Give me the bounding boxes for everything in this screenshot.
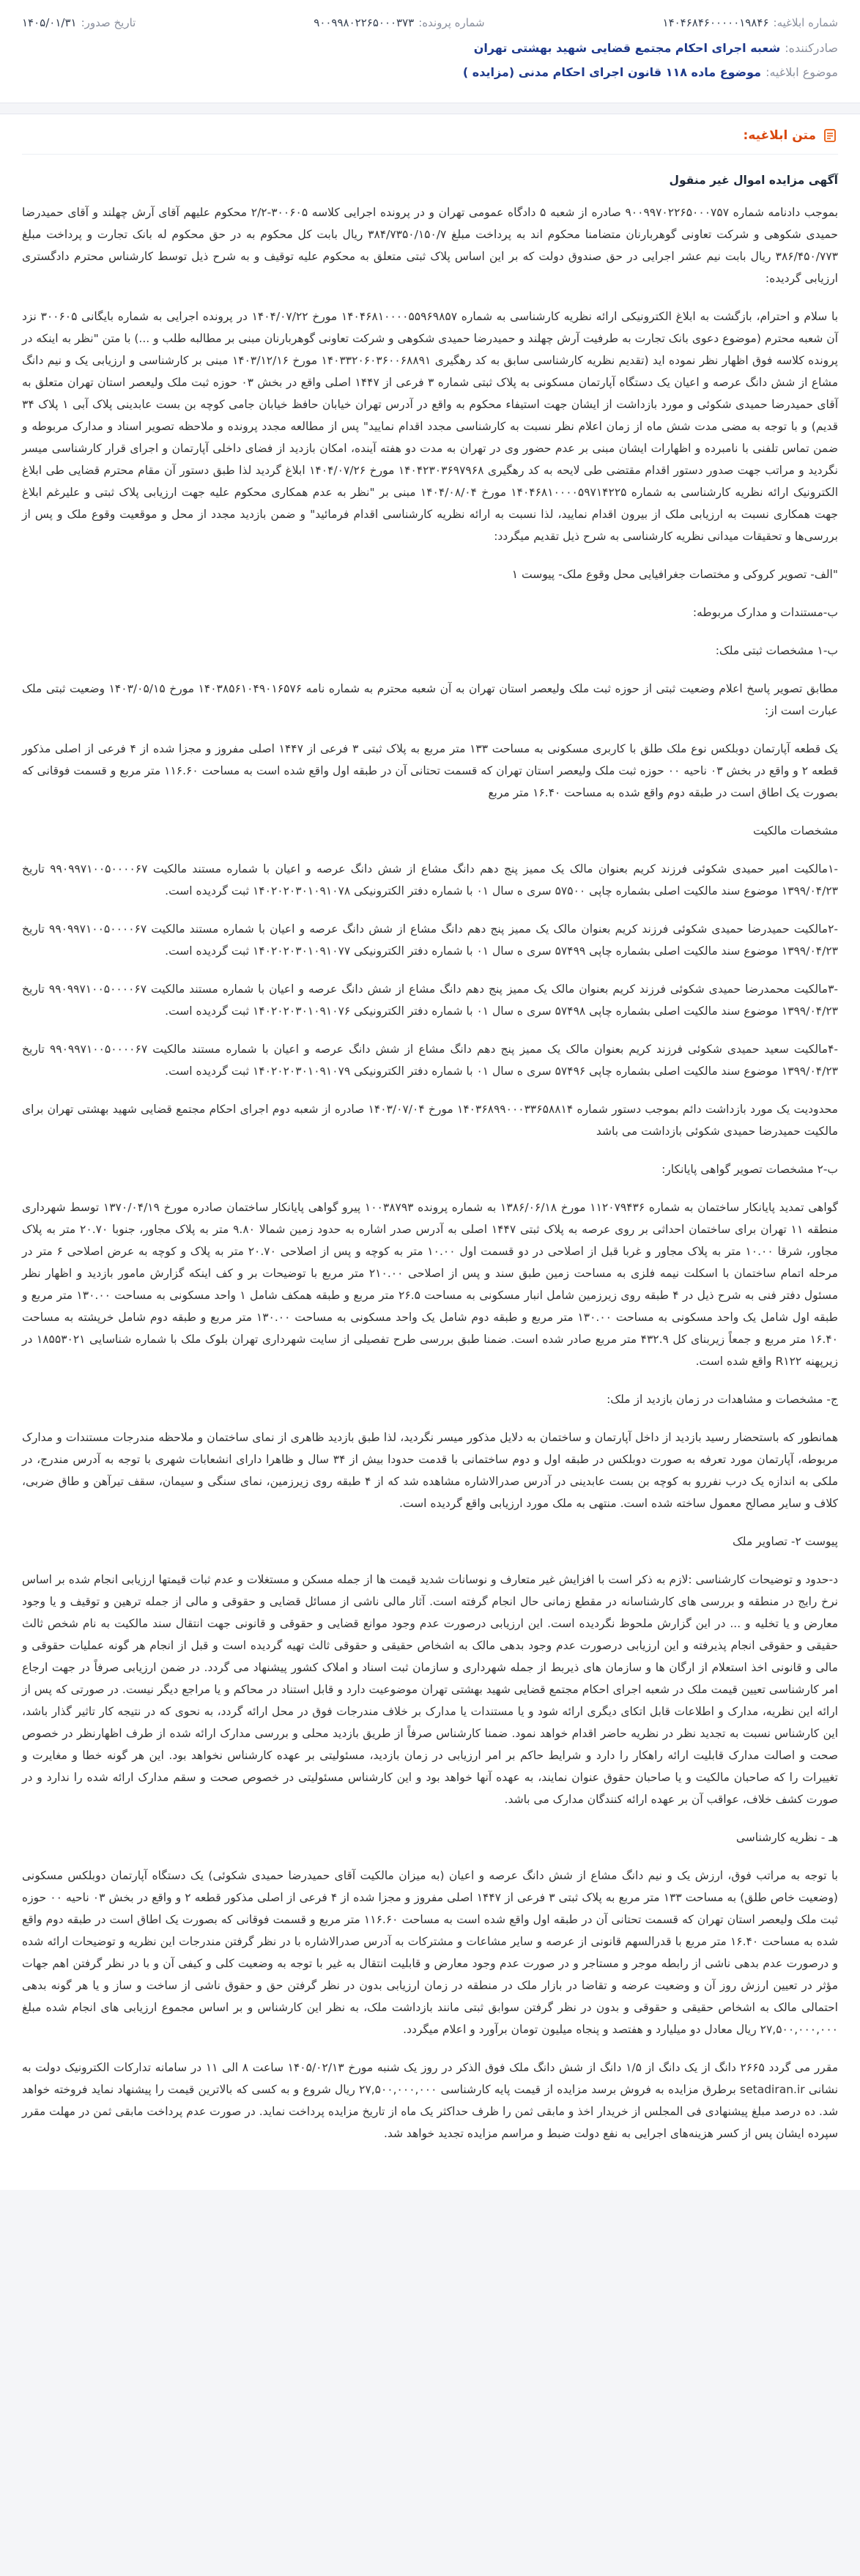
- notice-paragraph: گواهی تمدید پایانکار ساختمان به شماره ۱۱۲۰۷۹۴۳۶ مورخ ۱۳۸۶/۰۶/۱۸ به شماره پرونده ۱۰۰۳۸۷۹۳ پیرو گواهی پایانکار ساختمان صادره مورخ ۱۳۷۰/۰۴/۱۹ توسط شهرداری منطقه ۱۱ تهران برای ساختمان احداثی بر روی عرصه به پلاک ثبتی ۱۴۴۷ اصلی به آدرس صدر اشاره به حدود زمین شمالا ۹.۸۰ متر به پلاک مجاور، جنوبا ۲۰.۷۰ متر به پلاک مجاور، شرقا ۱۰.۰۰ متر به پلاک مجاور و غربا قبل از اصلاحی در دو قسمت اول ۱۰.۰۰ متر به کوچه و پس از اصلاحی ۲۰.۷۰ متر به پلاک و کوچه به عرض اصلاحی ۶ متر در مرحله اتمام ساختمان با اسکلت نیمه فلزی به مساحت زمین طبق سند و پس از اصلاحی ۲۱۰.۰۰ متر مربع با توضیحات بر و کف اینکه گزارش مامور بازدید و اظهار نظر مسئول دفتر فنی به شرح ذیل در ۴ طبقه روی زیرزمین شامل انبار مسکونی به مساحت ۲۶.۵ متر مربع و طبقه همکف شامل ۱ واحد مسکونی به مساحت ۱۳۰.۰۰ متر مربع و طبقه اول شامل یک واحد مسکونی به مساحت ۱۳۰.۰۰ متر مربع و طبقه دوم شامل یک واحد مسکونی به مساحت ۱۳۰.۰۰ متر مربع و طبقه دوم شامل خرپشته به مساحت ۱۶.۴۰ متر مربع و جمعاً زیربنای کل ۴۳۲.۹ متر مربع صادر شده است. ضمنا طبق بررسی طرح تفصیلی از سایت شهرداری تهران بلوک ملک با شماره شناسایی ۱۸۵۵۳۰۲۱ در زیرپهنه R۱۲۲ واقع شده است.: [22, 1201, 839, 1368]
- subject-label: موضوع ابلاغیه:: [766, 65, 838, 79]
- notice-paragraph: مطابق تصویر پاسخ اعلام وضعیت ثبتی از حوزه ثبت ملک ولیعصر استان تهران به آن شعبه محترم به شماره نامه ۱۴۰۳۸۵۶۱۰۴۹۰۱۶۵۷۶ مورخ ۱۴۰۳/۰۵/۱۵ وضعیت ثبتی ملک عبارت است از:: [22, 682, 838, 717]
- issue-date-label: تاریخ صدور:: [81, 16, 136, 29]
- issuer-value: شعبه اجرای احکام مجتمع قضایی شهید بهشتی تهران: [473, 41, 781, 55]
- notice-paragraph: ب-مستندات و مدارک مربوطه:: [692, 606, 838, 619]
- notice-paragraph: یک قطعه آپارتمان دوبلکس نوع ملک طلق با کاربری مسکونی به مساحت ۱۳۳ متر مربع به پلاک ثبتی ۳ فرعی از ۱۴۴۷ اصلی مفروز و مجزا شده از ۴ فرعی از اصلی مذکور قطعه ۲ و واقع در بخش ۰۳ ناحیه ۰۰ حوزه ثبت ملک ولیعصر استان تهران که قسمت تحتانی آن در طبقه اول واقع شده است به مساحت ۱۱۶.۶۰ متر مربع و قسمت فوقانی که بصورت یک اطاق است در طبقه دوم واقع شده به مساحت ۱۶.۴۰ متر مربع: [22, 742, 839, 799]
- case-number-value: ۹۰۰۹۹۸۰۲۲۶۵۰۰۰۳۷۳: [314, 16, 415, 29]
- notice-body-title-text: متن ابلاغیه:: [743, 128, 816, 143]
- document-icon: [822, 127, 838, 144]
- notice-paragraph: همانطور که باستحضار رسید بازدید از داخل آپارتمان و ساختمان به دلایل مذکور میسر نگردید، لذا طبق بازدید ظاهری از نمای ساختمان و ملاحظه مندرجات مستندات و مدارک مربوطه، آپارتمان مورد تعرفه به صورت دوبلکس در طبقه اول و دوم ساختمانی با قدمت حدودا بیش از ۳۴ سال و ظاهرا دارای انشعابات شهری با توجه به آدرس مندرج، در ملکی به اندازه یک درب نفررو به کوچه بن بست عابدینی در آدرس صدرالاشاره مشاهده شد که از ۴ طبقه روی زیرزمین، نمای سنگی و سیمان، سقف تیرآهن و طاق ضربی، کلاف و سایر مصالح معمول ساخته شده است. منتهی به ملک مورد ارزیابی واقع گردیده است.: [22, 1431, 839, 1510]
- notice-paragraph: محدودیت یک مورد بازداشت دائم بموجب دستور شماره ۱۴۰۳۶۸۹۹۰۰۰۳۳۶۵۸۸۱۴ مورخ ۱۴۰۳/۰۷/۰۴ صادره از شعبه دوم اجرای احکام مجتمع قضایی شهید بهشتی تهران برای مالکیت حمیدرضا حمیدی شکوئی بازداشت می باشد: [22, 1103, 838, 1138]
- notice-paragraph: بموجب دادنامه شماره ۹۰۰۹۹۷۰۲۲۶۵۰۰۰۷۵۷ صادره از شعبه ۵ دادگاه عمومی تهران و در پرونده اجرایی کلاسه ۳۰۰۶۰۵-۲/۲ محکوم علیهم آقای آرش چهلند و آقای حمیدرضا حمیدی شکوهی و شرکت تعاونی گوهربارنان متضامنا محکوم اند به پرداخت مبلغ ۳۸۴/۷۳۵۰/۱۵۰/۷ ریال بابت کل محکوم به در حق محکوم له بانک تجارت و پرداخت مبلغ ۳۸۶/۴۵۰/۷۷۳ ریال بابت نیم عشر اجرایی در حق صندوق دولت که بر این اساس پلاک ثبتی متعلق به محکوم علیه توقیف و به شرح ذیل توسط کارشناس محترم دادگستری ارزیابی گردیده:: [22, 206, 839, 285]
- notice-paragraph: -۴مالکیت سعید حمیدی شکوئی فرزند کریم بعنوان مالک یک ممیز پنج دهم دانگ مشاع از شش دانگ عرصه و اعیان با شماره مستند مالکیت ۹۹۰۹۹۷۱۰۰۵۰۰۰۰۶۷ تاریخ ۱۳۹۹/۰۴/۲۳ موضوع سند مالکیت اصلی بشماره چاپی ۵۷۴۹۶ سری ه سال ۰۱ با شماره دفتر الکترونیکی ۱۴۰۲۰۲۰۳۰۱۰۹۱۰۷۹ ثبت گردیده است.: [22, 1043, 838, 1078]
- case-number: [314, 16, 484, 29]
- notice-paragraph: -۳مالکیت محمدرضا حمیدی شکوئی فرزند کریم بعنوان مالک یک ممیز پنج دهم دانگ مشاع از شش دانگ عرصه و اعیان با شماره مستند مالکیت ۹۹۰۹۹۷۱۰۰۵۰۰۰۰۶۷ تاریخ ۱۳۹۹/۰۴/۲۳ موضوع سند مالکیت اصلی بشماره چاپی ۵۷۴۹۸ سری ه سال ۰۱ با شماره دفتر الکترونیکی ۱۴۰۲۰۲۰۳۰۱۰۹۱۰۷۶ ثبت گردیده است.: [22, 982, 838, 1018]
- notice-paragraph: "الف- تصویر کروکی و مختصات جغرافیایی محل وقوع ملک- پیوست ۱: [511, 568, 838, 581]
- notice-paragraph: پیوست ۲- تصاویر ملک: [732, 1535, 838, 1548]
- notice-paragraph: هـ - نظریه کارشناسی: [735, 1831, 838, 1844]
- notice-paragraph: مقرر می گردد ۲۶۶۵ دانگ از یک دانگ از ۱/۵ دانگ از شش دانگ ملک فوق الذکر در روز یک شنبه مورخ ۱۴۰۵/۰۲/۱۳ ساعت ۸ الی ۱۱ در سامانه تدارکات الکترونیک دولت به نشانی setadiran.ir برطرق مزایده به فروش برسد مزایده از قیمت پایه کارشناسی ۲۷,۵۰۰,۰۰۰,۰۰۰ ریال شروع و به کسی که بالاترین قیمت را پیشنهاد نماید فروخته خواهد شد. ده درصد مبلغ پیشنهادی فی المجلس از خریدار اخذ و مابقی ثمن را ظرف حداکثر یک ماه از تاریخ مزایده پرداخت نماید. در صورت عدم پرداخت مابقی ثمن در مهلت مقرر سپرده ایشان پس از کسر هزینه‌های اجرایی به نفع دولت ضبط و مراسم مزایده تجدید خواهد شد.: [22, 2061, 839, 2140]
- case-number-label: شماره پرونده:: [418, 16, 485, 29]
- notice-number-value: ۱۴۰۴۶۸۴۶۰۰۰۰۰۱۹۸۴۶: [662, 16, 769, 29]
- notice-paragraph: ب-۱ مشخصات ثبتی ملک:: [715, 644, 838, 657]
- notice-body-card: [0, 114, 860, 2190]
- notice-body-title: [22, 127, 838, 155]
- notice-paragraph: -۱مالکیت امیر حمیدی شکوئی فرزند کریم بعنوان مالک یک ممیز پنج دهم دانگ مشاع از شش دانگ عرصه و اعیان با شماره مستند مالکیت ۹۹۰۹۹۷۱۰۰۵۰۰۰۰۶۷ تاریخ ۱۳۹۹/۰۴/۲۳ موضوع سند مالکیت اصلی بشماره چاپی ۵۷۵۰۰ سری ه سال ۰۱ با شماره دفتر الکترونیکی ۱۴۰۲۰۲۰۳۰۱۰۹۱۰۷۸ ثبت گردیده است.: [22, 862, 838, 897]
- issuer-line: [22, 41, 838, 55]
- notice-paragraph: مشخصات مالکیت: [752, 824, 838, 837]
- notice-paragraph: ج- مشخصات و مشاهدات در زمان بازدید از ملک:: [607, 1393, 838, 1406]
- issuer-label: صادرکننده:: [785, 41, 838, 55]
- notice-paragraph: ب-۲ مشخصات تصویر گواهی پایانکار:: [661, 1163, 838, 1176]
- subject-line: [22, 65, 838, 79]
- issue-date-value: ۱۴۰۵/۰۱/۳۱: [22, 16, 77, 29]
- subject-value: موضوع ماده ۱۱۸ قانون اجرای احکام مدنی (مزایده ): [462, 65, 762, 79]
- notice-paragraph: با سلام و احترام، بازگشت به ابلاغ الکترونیکی ارائه نظریه کارشناسی به شماره ۱۴۰۴۶۸۱۰۰۰۰۵۵۹۶۹۸۵۷ مورخ ۱۴۰۴/۰۷/۲۲ در پرونده اجرایی به شماره بایگانی ۳۰۰۶۰۵ نزد آن شعبه محترم (موضوع دعوی بانک تجارت به طرفیت آرش چهلند و حمیدرضا حمیدی شکوهی و شرکت تعاونی گوهربارنان مبنی بر مطالبه طلب و ...) با متن "نظر به اینکه در پرونده کلاسه فوق اظهار نظر نموده اید (تقدیم نظریه کارشناسی سابق به کد رهگیری ۱۴۰۳۳۲۰۶۰۳۶۰۰۶۸۸۹۱ مورخ ۱۴۰۳/۱۲/۱۶ مبنی بر کارشناسی و ارزیابی یک و نیم دانگ مشاع از شش دانگ عرصه و اعیان یک دستگاه آپارتمان مسکونی به پلاک ثبتی شماره ۳ فرعی از ۱۴۴۷ اصلی واقع در بخش ۰۳ حوزه ثبت ملک ولیعصر استان تهران متعلق به آقای حمیدرضا حمیدی شکوئی و مورد بازداشت از ایشان جهت استیفاء محکوم به واقع در آدرس تهران خیابان حافظ خیابان جامی کوچه بن بست عابدینی پلاک آبی ۱ پلاک ۳۴ قدیم) و با توجه به مضی مدت شش ماه از زمان اعلام نظر نسبت به کارشناسی مجدد اقدام نمایید" پس از مطالعه مجدد پرونده و ملاحظه تصویر اسناد و مدارک مربوطه و ضمن تماس تلفنی با نامبرده و اظهارات ایشان مبنی بر عدم حضور وی در تهران به مدت دو هفته آینده، امکان بازدید از فضای داخلی آپارتمان و اجرای قرار کارشناسی میسر نگردید و مراتب جهت صدور دستور اقدام مقتضی طی لایحه به کد رهگیری ۱۴۰۴۲۳۰۳۶۹۷۹۶۸ مورخ ۱۴۰۴/۰۷/۲۶ ابلاغ گردید لذا طبق دستور آن مقام محترم قضایی طی ابلاغ الکترونیک ارائه نظریه کارشناسی به شماره ۱۴۰۴۶۸۱۰۰۰۰۵۹۷۱۴۲۲۵ مورخ ۱۴۰۴/۰۸/۰۴ مبنی بر "نظر به عدم همکاری محکوم علیه جهت ارزیابی پلاک ثبتی و علیرغم ابلاغ جهت همکاری نسبت به ارزیابی ملک از بیرون اقدام نمایید، لذا نسبت به ارائه نظریه کارشناسی اقدام فرمائید" و ضمن بازدید مجدد از محل و موقعیت وقوع ملک و پس از بررسی‌ها و تحقیقات میدانی نظریه کارشناسی به شرح ذیل تقدیم میگردد:: [22, 310, 839, 543]
- meta-row: [22, 16, 838, 29]
- issue-date: [22, 16, 136, 29]
- notice-number: [663, 16, 838, 29]
- notice-body-text: [22, 169, 838, 2144]
- notice-paragraph: -۲مالکیت حمیدرضا حمیدی شکوئی فرزند کریم بعنوان مالک یک ممیز پنج دهم دانگ مشاع از شش دانگ عرصه و اعیان با شماره مستند مالکیت ۹۹۰۹۹۷۱۰۰۵۰۰۰۰۶۷ تاریخ ۱۳۹۹/۰۴/۲۳ موضوع سند مالکیت اصلی بشماره چاپی ۵۷۴۹۹ سری ه سال ۰۱ با شماره دفتر الکترونیکی ۱۴۰۲۰۲۰۳۰۱۰۹۱۰۷۷ ثبت گردیده است.: [22, 922, 838, 958]
- notice-paragraph: با توجه به مراتب فوق، ارزش یک و نیم دانگ مشاع از شش دانگ عرصه و اعیان (به میزان مالکیت آقای حمیدرضا حمیدی شکوئی) یک دستگاه آپارتمان دوبلکس مسکونی (وضعیت خاص طلق) به مساحت ۱۳۳ متر مربع به پلاک ثبتی ۳ فرعی از ۱۴۴۷ اصلی مفروز و مجزا شده از ۴ فرعی از اصلی مذکور قطعه ۲ و واقع در بخش ۰۳ ناحیه ۰۰ حوزه ثبت ملک ولیعصر استان تهران که قسمت تحتانی آن در طبقه اول واقع شده است به مساحت ۱۱۶.۶۰ متر مربع و قسمت فوقانی که بصورت یک اطاق است در طبقه دوم واقع شده به مساحت ۱۶.۴۰ متر مربع با قدرالسهم قانونی از عرصه و سایر مشاعات و مشترکات به آدرس صدرالاشاره با در نظر گرفتن مندرجات این نظریه و توضیحات ارائه شده و درصورت عدم بدهی ناشی از رابطه موجر و مستاجر و در صورت عدم وجود معارض و قابلیت انتقال به غیر با توجه به وضعیت کلی و کیفی آن و با در نظر گرفتن اهم جهات مؤثر در تعیین ارزش روز آن و وضعیت عرضه و تقاضا در بازار ملک در منطقه در زمان ارزیابی بدون در نظر گرفتن حق و حقوق ناشی از ساخت و ساز و یا هر گونه بدهی احتمالی مالک به اشخاص حقیقی و حقوقی و بدون در نظر گرفتن سوابق ثبتی مانند بازداشت ملک، به نظر این کارشناس و بر اساس مجموع ارزیابی های انجام شده مبلغ ۲۷,۵۰۰,۰۰۰,۰۰۰ ریال معادل دو میلیارد و هفتصد و پنجاه میلیون تومان برآورد و اعلام میگردد.: [22, 1869, 838, 2036]
- notice-header: [0, 0, 860, 103]
- notice-heading: آگهی مزایده اموال غیر منقول: [669, 174, 838, 187]
- notice-paragraph: د-حدود و توضیحات کارشناسی :لازم به ذکر است با افزایش غیر متعارف و نوسانات شدید قیمت ها از جمله مسکن و مستغلات و عدم ثبات قیمتها ارزیابی انجام شده بر اساس نرخ رایج در منطقه و بررسی های کارشناسانه در مقطع زمانی حال انجام گرفته است. آثار مالی ناشی از مسائل قضایی و حقوقی و مالی از جمله ترهین و توقیف و یا وجود معارض و یا تخلیه و ... در این گزارش ملحوظ نگردیده است. این ارزیابی درصورت عدم وجود موانع قضایی و حقوقی و قانونی جهت انتقال سند مالکیت به نام شخص ثالث حقیقی و حقوقی انجام پذیرفته و این ارزیابی درصورت عدم وجود بدهی مالک به اشخاص حقیقی و حقوقی ثالث تهیه گردیده است و قبل از انجام هر گونه عملیات حقوقی و مالی و قانونی اخذ استعلام از ارگان ها و سازمان های ذیربط از جمله شهرداری و سازمان ثبت اسناد و املاک کشور پیشنهاد می گردد. در ضمن ارزیابی صرفاً در جهت ارجاع امر کارشناسی تعیین قیمت ملک در شعبه اجرای احکام مجتمع قضایی شهید بهشتی تهران موضوعیت دارد و قابل استناد در محاکم و یا مراجع دیگر نیست. در صورتی که پس از ارائه این نظریه، مدارک و اطلاعات قابل اتکای دیگری ارائه شود و یا مستندات یا مدارک بر خلاف مندرجات فوق در محل ارائه گردد، به نحوی که در نتیجه کار تاثیر گذار باشد، این کارشناس نسبت به تجدید نظر در نظریه حاضر اقدام خواهد نمود. ضمنا کارشناس صرفاً از طریق بازدید محلی و بررسی مدارک ارائه شده از طرف اظهارنظر در خصوص صحت و اصالت مدارک قابلیت ارائه راهکار را دارد و شرایط حاکم بر امر ارزیابی در زمان بازدید، مسئولیتی بر عهده کارشناس نخواهد بود. این هر گونه خطا و مغایرت و تغییرات را که صاحبان مالکیت و یا صاحبان حقوق عنوان نمایند، به عهده آنها خواهد بود و این کارشناس مسئولیتی در خصوص صحت و سقم مدارک ارائه شده را ندارد و در صورت کشف خلاف، عواقب آن بر عهده ارائه کنندگان مدارک می باشد.: [22, 1573, 838, 1806]
- notice-number-label: شماره ابلاغیه:: [773, 16, 838, 29]
